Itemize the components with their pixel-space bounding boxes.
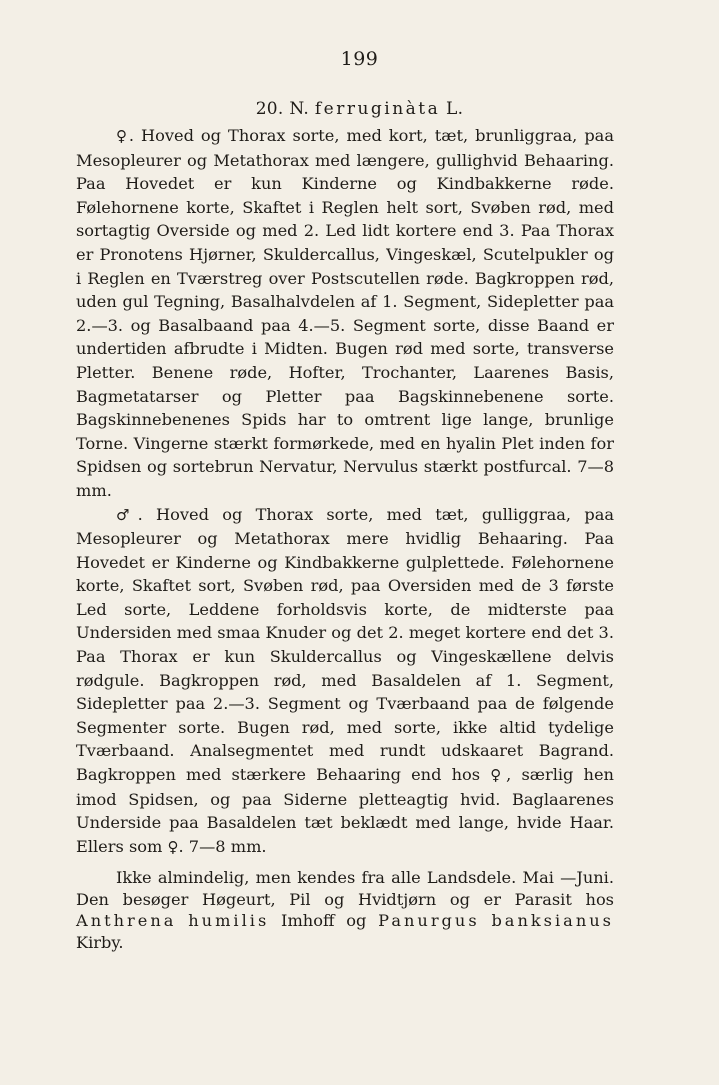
host-species-1: humilis — [188, 911, 270, 931]
male-description-text-cont: , særlig hen imod Spidsen, og paa Siderne pletteagtig hvid. Baglaarenes Underside paa Basaldelen tæt beklædt med lange, hvide Haar. Ellers som — [76, 765, 614, 856]
host-genus-2: Panurgus — [378, 911, 480, 931]
female-symbol-inline-2: ♀ — [167, 837, 179, 856]
note-text-end: Kirby. — [76, 932, 124, 952]
species-name: ferruginàta — [314, 99, 441, 119]
body-text — [76, 124, 614, 953]
species-author: L. — [446, 99, 464, 119]
species-number: 20. N. — [255, 99, 310, 119]
page-number: 199 — [340, 48, 379, 70]
female-symbol: ♀ — [116, 127, 129, 145]
male-description-text: . Hoved og Thorax sorte, med tæt, gulliggraa, paa Mesopleurer og Metathorax mere hvidlig Behaaring. Paa Hovedet er Kinderne og Kindbakkerne gulplettede. Følehornene korte, Skaftet sort, Svøben rød, paa Oversiden med de 3 første Led sorte, Leddene forholdsvis korte, de midterste paa Undersiden med smaa Knuder og det 2. meget kortere end det 3. Paa Thorax er kun Skuldercallus og Vingeskællene delvis rødgule. Bagkroppen rød, med Basaldelen af 1. Segment, Sidepletter paa 2.—3. Segment og Tværbaand paa de følgende Segmenter sorte. Bugen rød, med sorte, ikke altid tydelige Tværbaand. Analsegmentet med rundt udskaaret Bagrand. Bagkroppen med stærkere Behaaring end hos — [76, 504, 614, 785]
male-symbol: ♂ — [116, 505, 138, 524]
species-heading — [0, 99, 719, 119]
note-text-mid: Imhoff og — [269, 911, 379, 931]
female-symbol-inline: ♀ — [490, 766, 507, 785]
female-description — [76, 124, 614, 503]
distribution-note — [76, 867, 614, 953]
male-description-text-end: . 7—8 mm. — [178, 836, 267, 856]
female-description-text: . Hoved og Thorax sorte, med kort, tæt, brunliggraa, paa Mesopleurer og Metathorax med længere, gullighvid Behaaring. Paa Hovedet er kun Kinderne og Kindbakkerne røde. Følehornene korte, Skaftet i Reglen helt sort, Svøben rød, med sortagtig Overside og med 2. Led lidt kortere end 3. Paa Thorax er Pronotens Hjørner, Skuldercallus, Vingeskæl, Scutelpukler og i Reglen en Tværstreg over Postscutellen røde. Bagkroppen rød, uden gul Tegning, Basalhalvdelen af 1. Segment, Sidepletter paa 2.—3. og Basalbaand paa 4.—5. Segment sorte, disse Baand er undertiden afbrudte i Midten. Bugen rød med sorte, transverse Pletter. Benene røde, Hofter, Trochanter, Laarenes Basis, Bagmetatarser og Pletter paa Bagskinnebenene sorte. Bagskinnebenenes Spids har to omtrent lige lange, brunlige Torne. Vingerne stærkt formørkede, med en hyalin Plet inden for Spidsen og sortebrun Nervatur, Nervulus stærkt postfurcal. 7—8 mm. — [76, 126, 614, 500]
host-species-2: banksianus — [491, 911, 614, 931]
host-genus-1: Anthrena — [76, 911, 177, 931]
male-description — [76, 503, 614, 860]
note-text-start: Ikke almindelig, men kendes fra alle Landsdele. Mai —Juni. Den besøger Høgeurt, Pil og Hvidtjørn og er Parasit hos — [76, 868, 614, 909]
